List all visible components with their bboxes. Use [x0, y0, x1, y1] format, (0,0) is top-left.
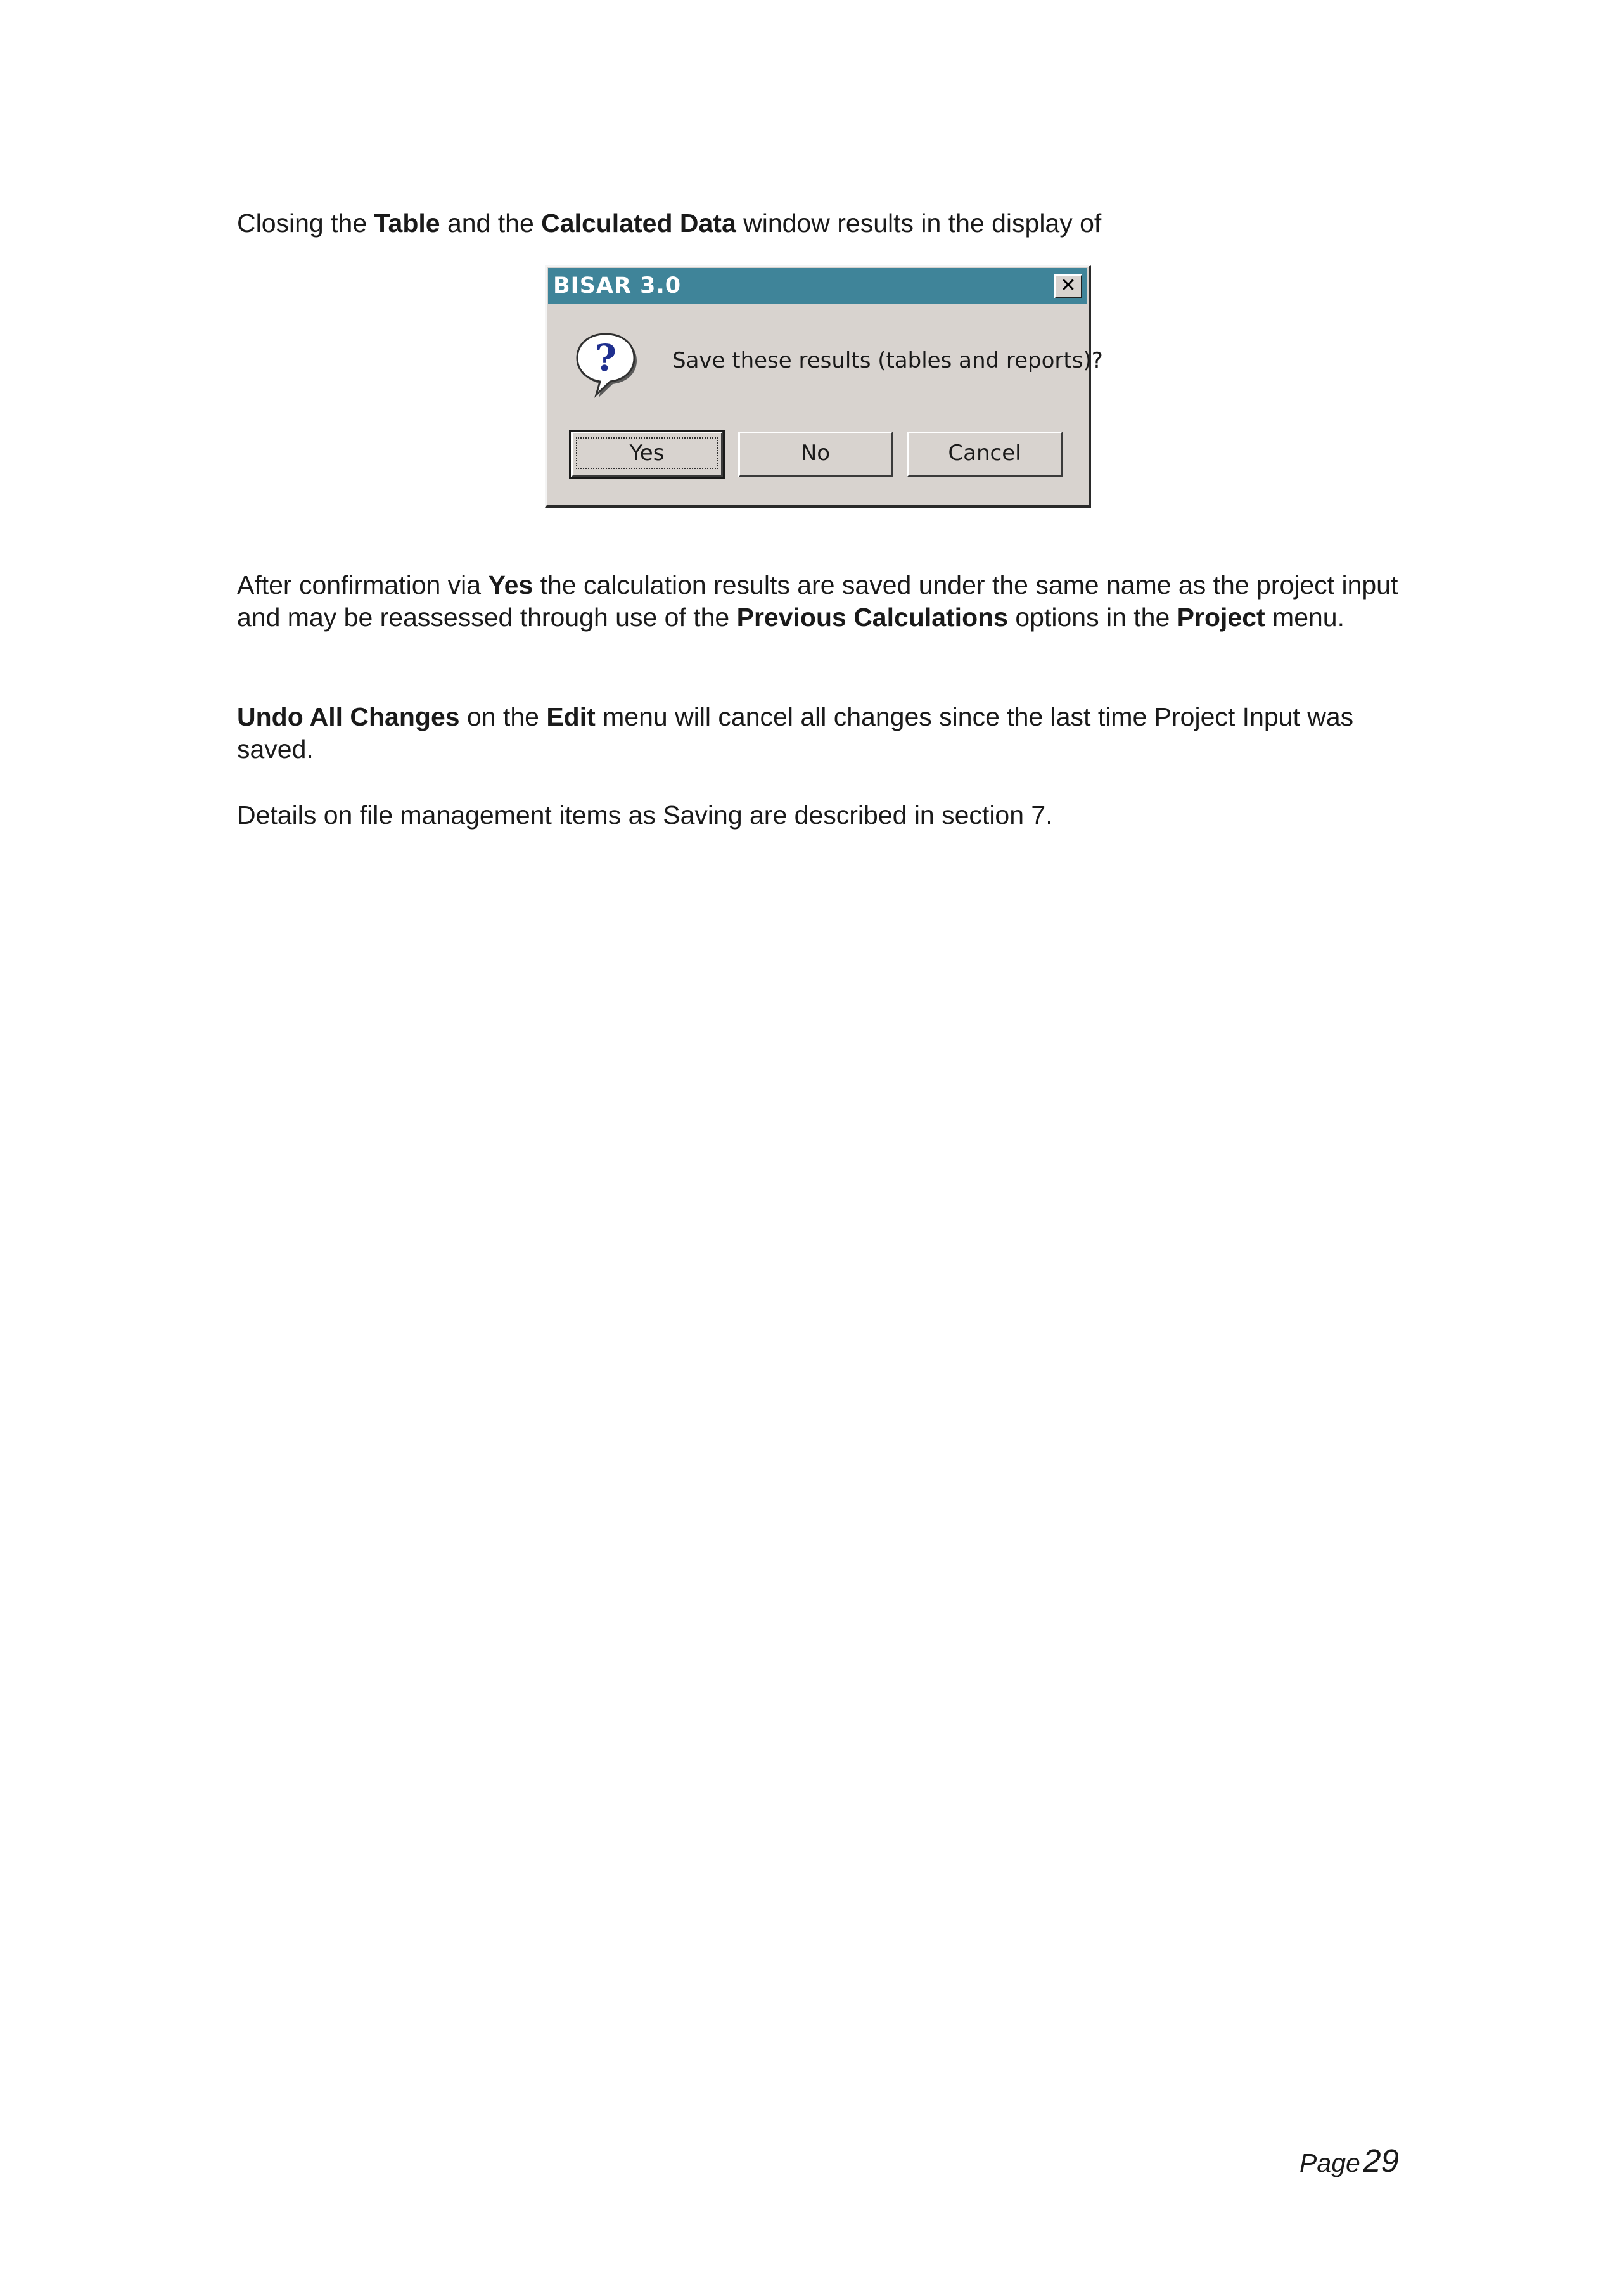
yes-button-label: Yes: [576, 437, 718, 469]
details-paragraph: Details on file management items as Saving are described in section 7.: [237, 800, 1053, 830]
close-icon: ✕: [1060, 274, 1076, 297]
yes-button[interactable]: [571, 432, 723, 477]
dialog-title: BISAR 3.0: [553, 273, 682, 298]
save-results-dialog: [545, 265, 1103, 508]
confirmation-paragraph: After confirmation via Yes the calculation results are saved under the same name as the project input and may be reassessed through use of the Previous Calculations options in the Project menu.: [237, 570, 1398, 632]
cancel-button-label: Cancel: [948, 440, 1021, 466]
page-number: [1300, 2142, 1399, 2179]
svg-text:?: ?: [595, 337, 616, 380]
no-button[interactable]: [738, 432, 893, 477]
intro-paragraph: Closing the Table and the Calculated Data window results in the display of: [237, 208, 1102, 238]
page-label: Page: [1300, 2148, 1360, 2177]
question-balloon-icon: [571, 329, 641, 399]
page-value: 29: [1363, 2143, 1399, 2179]
close-button[interactable]: [1054, 274, 1082, 298]
cancel-button[interactable]: [907, 432, 1063, 477]
dialog-message: Save these results (tables and reports)?: [672, 348, 1103, 373]
dialog-titlebar[interactable]: [548, 268, 1087, 304]
no-button-label: No: [800, 440, 831, 466]
undo-paragraph: Undo All Changes on the Edit menu will cancel all changes since the last time Project Input was saved.: [237, 702, 1354, 764]
